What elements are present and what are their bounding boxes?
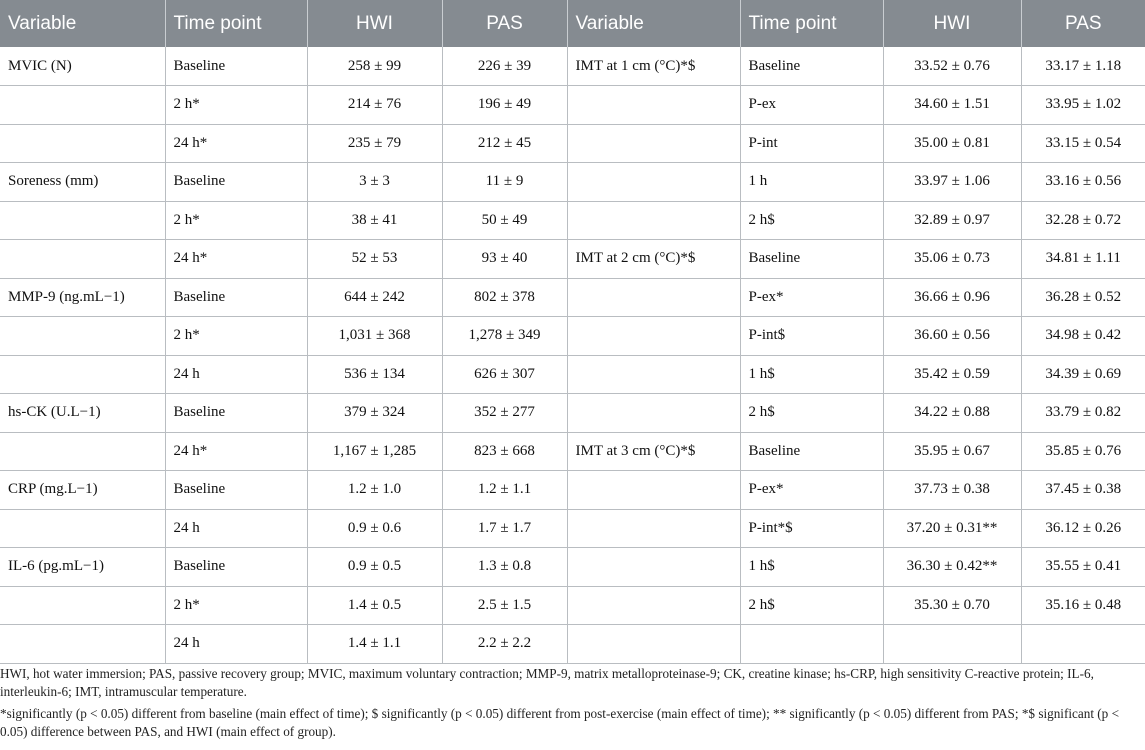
pas-cell: 33.15 ± 0.54 — [1021, 124, 1145, 163]
pas-cell: 1,278 ± 349 — [442, 317, 567, 356]
pas-cell: 2.5 ± 1.5 — [442, 586, 567, 625]
variable-cell — [567, 278, 740, 317]
timepoint-cell: P-int$ — [740, 317, 883, 356]
hwi-cell: 644 ± 242 — [307, 278, 442, 317]
variable-cell — [567, 317, 740, 356]
table-row — [0, 355, 1145, 394]
table-row — [0, 471, 1145, 510]
variable-cell: IMT at 3 cm (°C)*$ — [567, 432, 740, 471]
pas-cell: 93 ± 40 — [442, 240, 567, 279]
hwi-cell: 35.30 ± 0.70 — [883, 586, 1021, 625]
hwi-cell: 1.4 ± 1.1 — [307, 625, 442, 664]
variable-cell — [0, 201, 165, 240]
pas-cell: 196 ± 49 — [442, 86, 567, 125]
hwi-cell: 32.89 ± 0.97 — [883, 201, 1021, 240]
hwi-cell: 258 ± 99 — [307, 47, 442, 86]
hwi-cell: 35.95 ± 0.67 — [883, 432, 1021, 471]
header-timepoint-left: Time point — [165, 0, 307, 47]
hwi-cell: 33.97 ± 1.06 — [883, 163, 1021, 202]
variable-cell: Soreness (mm) — [0, 163, 165, 202]
timepoint-cell: Baseline — [165, 47, 307, 86]
hwi-cell: 1,167 ± 1,285 — [307, 432, 442, 471]
pas-cell: 50 ± 49 — [442, 201, 567, 240]
table-row — [0, 163, 1145, 202]
hwi-cell: 34.22 ± 0.88 — [883, 394, 1021, 433]
table-row — [0, 86, 1145, 125]
timepoint-cell: 2 h$ — [740, 394, 883, 433]
timepoint-cell: Baseline — [165, 548, 307, 587]
hwi-cell: 36.60 ± 0.56 — [883, 317, 1021, 356]
variable-cell: IMT at 1 cm (°C)*$ — [567, 47, 740, 86]
pas-cell: 33.17 ± 1.18 — [1021, 47, 1145, 86]
timepoint-cell: 24 h — [165, 625, 307, 664]
timepoint-cell: 24 h* — [165, 240, 307, 279]
pas-cell: 1.7 ± 1.7 — [442, 509, 567, 548]
variable-cell — [0, 509, 165, 548]
timepoint-cell: Baseline — [165, 278, 307, 317]
pas-cell: 34.39 ± 0.69 — [1021, 355, 1145, 394]
hwi-cell: 37.73 ± 0.38 — [883, 471, 1021, 510]
timepoint-cell — [740, 625, 883, 664]
table-row — [0, 201, 1145, 240]
timepoint-cell: Baseline — [740, 240, 883, 279]
table-body — [0, 47, 1145, 663]
variable-cell: hs-CK (U.L−1) — [0, 394, 165, 433]
timepoint-cell: Baseline — [165, 394, 307, 433]
pas-cell: 36.28 ± 0.52 — [1021, 278, 1145, 317]
footnote-abbreviations: HWI, hot water immersion; PAS, passive recovery group; MVIC, maximum voluntary contraction; MMP-9, matrix metalloproteinase-9; CK, creatine kinase; hs-CRP, high sensitivity C-reactive protein; IL-6, interleukin-6; IMT, intramuscular temperature. — [0, 666, 1094, 699]
pas-cell: 352 ± 277 — [442, 394, 567, 433]
variable-cell — [567, 548, 740, 587]
variable-cell — [0, 86, 165, 125]
hwi-cell: 35.06 ± 0.73 — [883, 240, 1021, 279]
hwi-cell: 34.60 ± 1.51 — [883, 86, 1021, 125]
table-row — [0, 509, 1145, 548]
pas-cell: 35.85 ± 0.76 — [1021, 432, 1145, 471]
timepoint-cell: 2 h* — [165, 201, 307, 240]
variable-cell — [567, 509, 740, 548]
table-row — [0, 625, 1145, 664]
table-row — [0, 432, 1145, 471]
table-row — [0, 317, 1145, 356]
timepoint-cell: 24 h — [165, 509, 307, 548]
timepoint-cell: 2 h* — [165, 586, 307, 625]
hwi-cell: 536 ± 134 — [307, 355, 442, 394]
header-hwi-right: HWI — [883, 0, 1021, 47]
header-variable-right: Variable — [567, 0, 740, 47]
pas-cell: 36.12 ± 0.26 — [1021, 509, 1145, 548]
timepoint-cell: P-int — [740, 124, 883, 163]
pas-cell — [1021, 625, 1145, 664]
timepoint-cell: Baseline — [740, 432, 883, 471]
hwi-cell: 0.9 ± 0.6 — [307, 509, 442, 548]
table-row — [0, 124, 1145, 163]
hwi-cell: 235 ± 79 — [307, 124, 442, 163]
variable-cell — [567, 586, 740, 625]
table-row — [0, 394, 1145, 433]
timepoint-cell: P-ex — [740, 86, 883, 125]
pas-cell: 33.95 ± 1.02 — [1021, 86, 1145, 125]
hwi-cell: 1,031 ± 368 — [307, 317, 442, 356]
variable-cell — [567, 163, 740, 202]
pas-cell: 11 ± 9 — [442, 163, 567, 202]
pas-cell: 1.2 ± 1.1 — [442, 471, 567, 510]
hwi-cell: 37.20 ± 0.31** — [883, 509, 1021, 548]
variable-cell — [567, 86, 740, 125]
hwi-cell: 52 ± 53 — [307, 240, 442, 279]
pas-cell: 35.16 ± 0.48 — [1021, 586, 1145, 625]
variable-cell — [567, 625, 740, 664]
variable-cell — [0, 625, 165, 664]
header-pas-right: PAS — [1021, 0, 1145, 47]
variable-cell — [0, 124, 165, 163]
table-row — [0, 278, 1145, 317]
pas-cell: 34.81 ± 1.11 — [1021, 240, 1145, 279]
pas-cell: 212 ± 45 — [442, 124, 567, 163]
timepoint-cell: Baseline — [165, 471, 307, 510]
timepoint-cell: 24 h — [165, 355, 307, 394]
table-row — [0, 240, 1145, 279]
variable-cell — [567, 394, 740, 433]
pas-cell: 35.55 ± 0.41 — [1021, 548, 1145, 587]
timepoint-cell: P-int*$ — [740, 509, 883, 548]
hwi-cell: 36.66 ± 0.96 — [883, 278, 1021, 317]
variable-cell: CRP (mg.L−1) — [0, 471, 165, 510]
hwi-cell: 214 ± 76 — [307, 86, 442, 125]
table-row — [0, 548, 1145, 587]
table-row — [0, 586, 1145, 625]
hwi-cell: 38 ± 41 — [307, 201, 442, 240]
pas-cell: 37.45 ± 0.38 — [1021, 471, 1145, 510]
timepoint-cell: P-ex* — [740, 471, 883, 510]
variable-cell: MMP-9 (ng.mL−1) — [0, 278, 165, 317]
timepoint-cell: Baseline — [165, 163, 307, 202]
hwi-cell: 36.30 ± 0.42** — [883, 548, 1021, 587]
pas-cell: 1.3 ± 0.8 — [442, 548, 567, 587]
table-row — [0, 47, 1145, 86]
timepoint-cell: Baseline — [740, 47, 883, 86]
variable-cell — [567, 471, 740, 510]
timepoint-cell: 24 h* — [165, 124, 307, 163]
timepoint-cell: 2 h* — [165, 317, 307, 356]
pas-cell: 2.2 ± 2.2 — [442, 625, 567, 664]
variable-cell — [567, 355, 740, 394]
hwi-cell: 35.00 ± 0.81 — [883, 124, 1021, 163]
pas-cell: 802 ± 378 — [442, 278, 567, 317]
timepoint-cell: 2 h$ — [740, 586, 883, 625]
header-timepoint-right: Time point — [740, 0, 883, 47]
table-header — [0, 0, 1145, 47]
hwi-cell: 379 ± 324 — [307, 394, 442, 433]
timepoint-cell: 1 h$ — [740, 548, 883, 587]
pas-cell: 33.79 ± 0.82 — [1021, 394, 1145, 433]
pas-cell: 823 ± 668 — [442, 432, 567, 471]
header-pas-left: PAS — [442, 0, 567, 47]
variable-cell — [0, 317, 165, 356]
table-footnotes — [0, 665, 1140, 741]
variable-cell: MVIC (N) — [0, 47, 165, 86]
hwi-cell: 3 ± 3 — [307, 163, 442, 202]
pas-cell: 33.16 ± 0.56 — [1021, 163, 1145, 202]
header-row — [0, 0, 1145, 47]
timepoint-cell: 2 h* — [165, 86, 307, 125]
pas-cell: 226 ± 39 — [442, 47, 567, 86]
pas-cell: 34.98 ± 0.42 — [1021, 317, 1145, 356]
pas-cell: 626 ± 307 — [442, 355, 567, 394]
hwi-cell: 1.2 ± 1.0 — [307, 471, 442, 510]
timepoint-cell: 1 h$ — [740, 355, 883, 394]
pas-cell: 32.28 ± 0.72 — [1021, 201, 1145, 240]
variable-cell — [0, 355, 165, 394]
variable-cell: IMT at 2 cm (°C)*$ — [567, 240, 740, 279]
header-variable-left: Variable — [0, 0, 165, 47]
timepoint-cell: 24 h* — [165, 432, 307, 471]
timepoint-cell: P-ex* — [740, 278, 883, 317]
variable-cell — [0, 432, 165, 471]
hwi-cell: 1.4 ± 0.5 — [307, 586, 442, 625]
variable-cell — [0, 240, 165, 279]
hwi-cell — [883, 625, 1021, 664]
variable-cell — [0, 586, 165, 625]
timepoint-cell: 1 h — [740, 163, 883, 202]
header-hwi-left: HWI — [307, 0, 442, 47]
hwi-cell: 0.9 ± 0.5 — [307, 548, 442, 587]
variable-cell — [567, 201, 740, 240]
hwi-cell: 33.52 ± 0.76 — [883, 47, 1021, 86]
timepoint-cell: 2 h$ — [740, 201, 883, 240]
footnote-significance: *significantly (p < 0.05) different from baseline (main effect of time); $ significantly (p < 0.05) different from post-exercise (main effect of time); ** significantly (p < 0.05) different from PAS; *$ significant (p < 0.05) difference between PAS, and HWI (main effect of group). — [0, 706, 1120, 739]
variable-cell — [567, 124, 740, 163]
hwi-cell: 35.42 ± 0.59 — [883, 355, 1021, 394]
variable-cell: IL-6 (pg.mL−1) — [0, 548, 165, 587]
